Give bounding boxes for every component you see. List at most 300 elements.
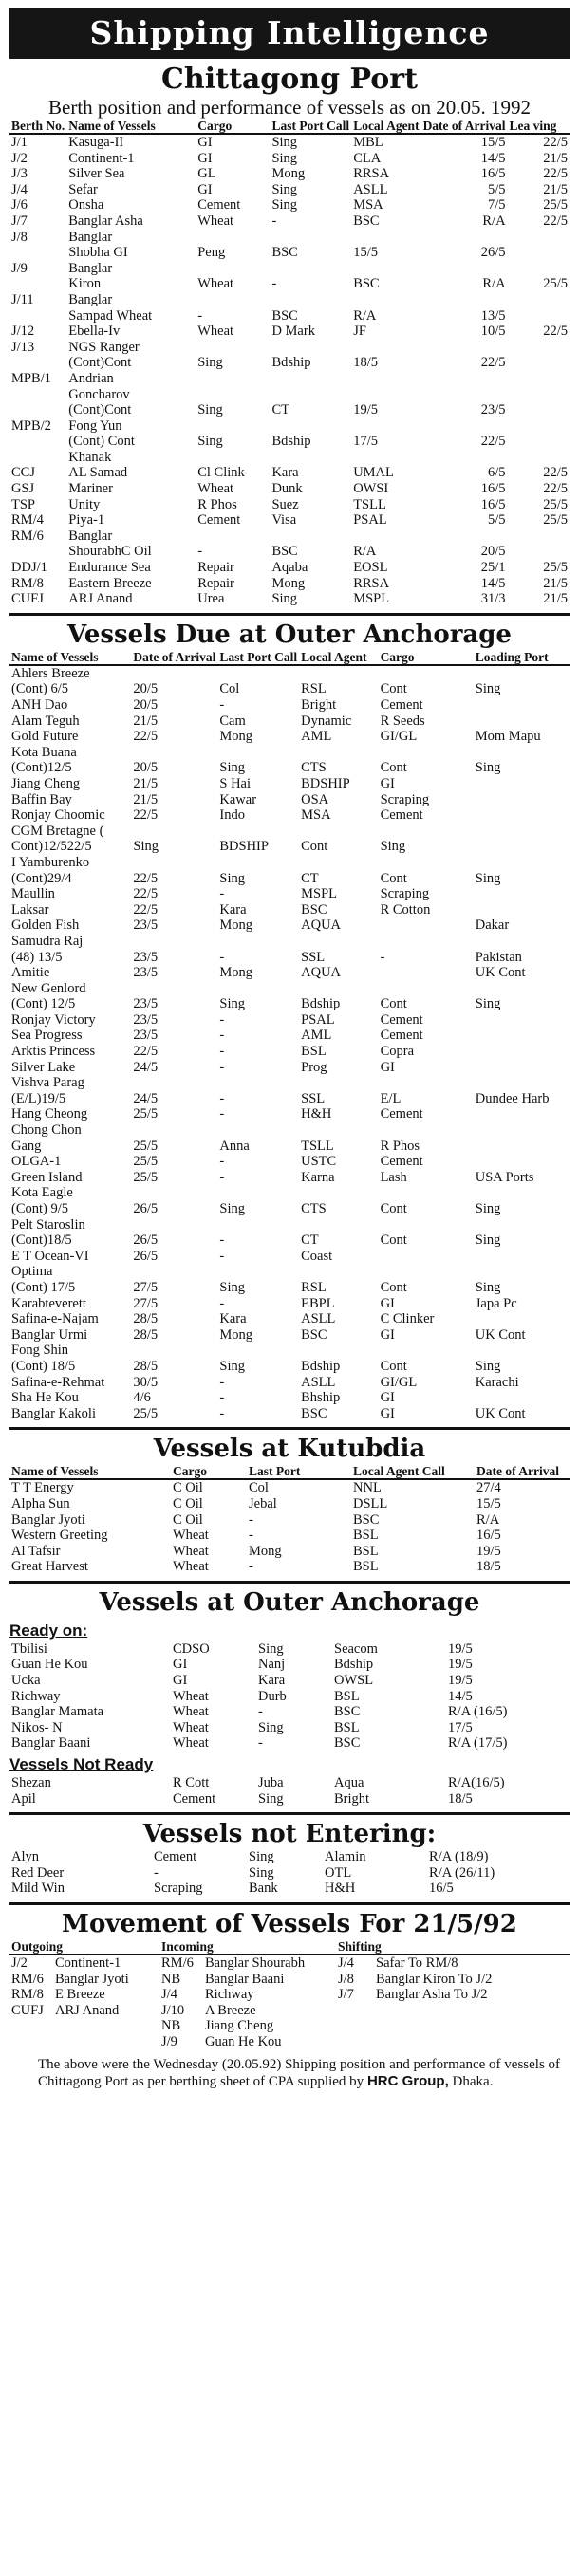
table-cell: Visa bbox=[271, 512, 297, 528]
table-row bbox=[9, 1044, 570, 1060]
table-cell: Dunk bbox=[271, 481, 303, 497]
table-cell: BSC bbox=[301, 1326, 327, 1343]
table-cell: 30/5 bbox=[133, 1374, 159, 1390]
table-cell: Wheat bbox=[173, 1559, 209, 1575]
table-cell: R Phos bbox=[197, 496, 237, 512]
table-cell: Wheat bbox=[197, 213, 234, 229]
table-row bbox=[9, 197, 570, 213]
table-cell: Mong bbox=[219, 965, 253, 981]
table-cell: 24/5 bbox=[133, 1059, 159, 1075]
table-cell: PSAL bbox=[353, 512, 387, 528]
table-cell bbox=[9, 434, 66, 450]
table-cell bbox=[508, 402, 570, 418]
table-cell bbox=[379, 917, 474, 934]
table-cell: (Cont) 12/5 bbox=[11, 996, 76, 1012]
movement-table bbox=[9, 1939, 570, 2050]
column-header: Local Agent Call bbox=[353, 1464, 445, 1479]
table-cell: - bbox=[219, 1390, 225, 1406]
table-cell: R Cotton bbox=[380, 901, 431, 917]
table-row bbox=[9, 213, 570, 230]
table-cell bbox=[217, 1343, 299, 1359]
table-cell bbox=[474, 1060, 570, 1076]
table-row bbox=[9, 371, 570, 387]
column-header: Last Port bbox=[249, 1464, 301, 1479]
table-cell: Mong bbox=[219, 729, 253, 745]
table-cell: Bright bbox=[301, 697, 337, 713]
port-title: Chittagong Port bbox=[161, 63, 418, 96]
ready-table bbox=[9, 1641, 570, 1751]
table-cell: (Cont)Cont bbox=[68, 402, 132, 418]
table-row bbox=[9, 560, 570, 576]
table-cell: 21/5 bbox=[543, 591, 568, 607]
table-cell: R/A bbox=[482, 276, 506, 292]
column-header: Loading Port bbox=[475, 649, 549, 664]
table-row bbox=[9, 665, 570, 682]
table-cell: Amitie bbox=[11, 965, 50, 981]
table-cell: Unity bbox=[68, 496, 101, 512]
table-cell bbox=[9, 355, 66, 371]
table-row bbox=[9, 1201, 570, 1217]
table-row bbox=[9, 824, 570, 840]
table-cell: 23/5 bbox=[133, 996, 159, 1012]
table-cell bbox=[336, 2003, 374, 2019]
table-cell bbox=[379, 1249, 474, 1265]
table-row bbox=[9, 166, 570, 182]
table-cell: 23/5 bbox=[133, 1011, 159, 1028]
table-cell: Repair bbox=[197, 560, 234, 576]
table-cell: 24/5 bbox=[133, 1090, 159, 1106]
table-cell: Pakistan bbox=[475, 949, 522, 965]
table-cell bbox=[374, 2003, 570, 2019]
table-cell: Sing bbox=[249, 1864, 274, 1881]
table-cell bbox=[474, 1154, 570, 1170]
table-cell bbox=[421, 292, 508, 308]
table-cell: 19/5 bbox=[353, 402, 378, 418]
table-row bbox=[9, 1735, 570, 1751]
table-cell: Alyn bbox=[11, 1849, 39, 1865]
table-cell: 5/5 bbox=[488, 512, 506, 528]
table-cell: GI bbox=[380, 1295, 395, 1311]
table-cell: MSPL bbox=[353, 591, 390, 607]
table-row bbox=[9, 1343, 570, 1359]
table-cell: Sing bbox=[475, 996, 501, 1012]
table-cell: Kara bbox=[219, 1311, 247, 1327]
table-cell bbox=[474, 792, 570, 808]
table-cell: Sing bbox=[197, 402, 223, 418]
table-cell: Peng bbox=[197, 245, 226, 261]
table-cell: 25/5 bbox=[543, 197, 568, 213]
table-cell: Mong bbox=[249, 1543, 282, 1559]
table-cell: Scraping bbox=[380, 886, 430, 902]
table-cell: GSJ bbox=[11, 481, 35, 497]
table-cell: Kara bbox=[258, 1673, 286, 1689]
table-cell: Ucka bbox=[11, 1673, 41, 1689]
table-cell: Sing bbox=[258, 1790, 284, 1807]
table-cell: J/1 bbox=[11, 135, 28, 150]
table-row bbox=[9, 1704, 570, 1720]
table-row bbox=[9, 839, 570, 855]
column-header: Outgoing bbox=[11, 1939, 64, 1954]
table-cell: Banglar Urmi bbox=[11, 1326, 88, 1343]
table-cell bbox=[217, 1185, 299, 1201]
table-cell: E Breeze bbox=[55, 1987, 105, 2003]
table-cell: - bbox=[219, 1154, 225, 1170]
table-cell bbox=[131, 981, 217, 997]
table-cell: NNL bbox=[353, 1480, 382, 1496]
column-header: Local Agent bbox=[353, 119, 420, 133]
table-cell bbox=[9, 387, 66, 403]
table-row bbox=[9, 1139, 570, 1155]
table-cell: BSC bbox=[301, 901, 327, 917]
table-cell: Wheat bbox=[197, 481, 234, 497]
table-cell: Cement bbox=[380, 807, 423, 824]
table-cell bbox=[374, 2018, 570, 2034]
table-cell: Sing bbox=[475, 681, 501, 697]
table-cell: 25/5 bbox=[133, 1106, 159, 1122]
table-cell: Copra bbox=[380, 1044, 414, 1060]
table-cell bbox=[474, 1390, 570, 1406]
table-cell: Wheat bbox=[173, 1688, 209, 1704]
table-cell: J/4 bbox=[11, 181, 28, 197]
table-cell: Cement bbox=[380, 1154, 423, 1170]
table-row bbox=[9, 1406, 570, 1422]
table-cell: Ronjay Choomic bbox=[11, 807, 105, 824]
table-row bbox=[9, 697, 570, 713]
table-cell: R Seeds bbox=[380, 713, 425, 729]
table-cell bbox=[131, 855, 217, 871]
table-cell: 25/1 bbox=[480, 560, 506, 576]
table-cell bbox=[508, 371, 570, 387]
table-row bbox=[9, 2018, 570, 2034]
table-cell: Scraping bbox=[154, 1881, 203, 1897]
table-cell bbox=[474, 1106, 570, 1122]
table-cell: Banglar Asha bbox=[68, 213, 143, 229]
table-cell bbox=[379, 1264, 474, 1280]
table-row bbox=[9, 544, 570, 560]
table-cell bbox=[474, 1311, 570, 1327]
table-cell: Fong Shin bbox=[11, 1343, 69, 1359]
due-title: Vessels Due at Outer Anchorage bbox=[9, 613, 570, 650]
table-row bbox=[9, 950, 570, 966]
table-row bbox=[9, 965, 570, 981]
table-cell: 16/5 bbox=[480, 481, 506, 497]
table-cell: Anna bbox=[219, 1138, 250, 1154]
table-cell: - bbox=[219, 1044, 225, 1060]
table-cell: TSP bbox=[11, 496, 35, 512]
table-cell bbox=[474, 713, 570, 730]
table-cell bbox=[379, 934, 474, 950]
not-entering-title: Vessels not Entering: bbox=[9, 1812, 570, 1849]
table-cell: CUFJ bbox=[11, 591, 44, 607]
table-cell: Repair bbox=[197, 575, 234, 591]
table-cell bbox=[196, 292, 270, 308]
table-cell: 15/5 bbox=[353, 245, 378, 261]
table-cell: Red Deer bbox=[11, 1864, 65, 1881]
table-cell bbox=[474, 934, 570, 950]
table-cell: Karachi bbox=[475, 1374, 519, 1390]
table-cell: R/A (16/5) bbox=[448, 1704, 508, 1720]
table-cell: UMAL bbox=[353, 465, 394, 481]
table-cell: 16/5 bbox=[480, 496, 506, 512]
table-cell bbox=[131, 1185, 217, 1201]
table-cell: R/A bbox=[482, 213, 506, 229]
table-cell: AL Samad bbox=[68, 465, 128, 481]
table-cell: - bbox=[154, 1864, 159, 1881]
table-cell: OSA bbox=[301, 791, 329, 807]
table-cell: Pelt Staroslin bbox=[11, 1216, 85, 1232]
table-row bbox=[9, 576, 570, 592]
table-cell: BSC bbox=[334, 1735, 361, 1751]
table-cell: 16/5 bbox=[429, 1881, 454, 1897]
table-row bbox=[9, 713, 570, 730]
table-row bbox=[9, 1122, 570, 1139]
table-cell: J/8 bbox=[338, 1971, 354, 1987]
table-row bbox=[9, 387, 570, 403]
table-cell: Khanak bbox=[68, 449, 112, 465]
table-cell: - bbox=[258, 1704, 263, 1720]
table-cell: - bbox=[219, 949, 225, 965]
table-row bbox=[9, 1375, 570, 1391]
table-cell bbox=[196, 387, 270, 403]
table-cell: EOSL bbox=[353, 560, 388, 576]
table-cell: 22/5 bbox=[480, 434, 506, 450]
table-row bbox=[9, 1154, 570, 1170]
table-cell: Dundee Harb bbox=[475, 1090, 550, 1106]
table-cell: NGS Ranger bbox=[68, 339, 140, 355]
table-cell bbox=[217, 981, 299, 997]
table-cell: 25/5 bbox=[133, 1169, 159, 1185]
table-cell: CGM Bretagne ( bbox=[11, 823, 104, 839]
table-cell: J/10 bbox=[161, 2002, 185, 2018]
table-cell: A Breeze bbox=[205, 2002, 256, 2018]
table-cell: Sing bbox=[197, 434, 223, 450]
table-row bbox=[9, 1170, 570, 1186]
table-cell: Cl Clink bbox=[197, 465, 245, 481]
table-cell bbox=[131, 665, 217, 682]
table-cell bbox=[508, 292, 570, 308]
column-header: Shifting bbox=[338, 1939, 382, 1954]
table-cell: OWSL bbox=[334, 1673, 374, 1689]
column-header: Date of Arrival bbox=[133, 649, 216, 664]
table-cell: Apil bbox=[11, 1790, 36, 1807]
table-cell: (Cont)18/5 bbox=[11, 1232, 72, 1249]
table-cell bbox=[474, 776, 570, 792]
table-cell: NB bbox=[161, 2018, 181, 2034]
table-cell: (Cont) Cont bbox=[68, 434, 135, 450]
kutubdia-title: Vessels at Kutubdia bbox=[9, 1427, 570, 1464]
table-cell bbox=[217, 855, 299, 871]
table-cell: Shobha GI bbox=[68, 245, 128, 261]
table-cell: Jebal bbox=[249, 1495, 277, 1511]
not-entering-body bbox=[9, 1849, 570, 1897]
column-header: Local Agent bbox=[301, 649, 367, 664]
due-table bbox=[9, 650, 570, 1422]
table-cell bbox=[421, 387, 508, 403]
table-cell: Mong bbox=[271, 575, 306, 591]
table-cell bbox=[474, 1012, 570, 1029]
table-row bbox=[9, 340, 570, 356]
table-row bbox=[9, 528, 570, 545]
table-cell: Sing bbox=[258, 1719, 284, 1735]
table-cell bbox=[217, 934, 299, 950]
table-row bbox=[9, 512, 570, 528]
table-cell: 4/6 bbox=[133, 1390, 151, 1406]
table-cell: ANH Dao bbox=[11, 697, 68, 713]
table-row bbox=[9, 1185, 570, 1201]
table-cell: Nanj bbox=[258, 1657, 286, 1673]
table-cell: Banglar Kiron To J/2 bbox=[376, 1971, 493, 1987]
table-cell: Continent-1 bbox=[55, 1955, 121, 1971]
table-cell: NB bbox=[161, 1971, 181, 1987]
table-cell bbox=[351, 528, 420, 545]
table-cell: USA Ports bbox=[475, 1169, 534, 1185]
table-cell: 13/5 bbox=[480, 307, 506, 324]
table-cell: Sing bbox=[197, 355, 223, 371]
table-cell: R/A (26/11) bbox=[429, 1864, 495, 1881]
table-cell: Sing bbox=[380, 839, 406, 855]
table-cell: BSC bbox=[353, 1511, 380, 1528]
table-cell: Suez bbox=[271, 496, 299, 512]
table-cell: Cam bbox=[219, 713, 246, 729]
table-cell: D Mark bbox=[271, 324, 315, 340]
table-cell: Banglar Mamata bbox=[11, 1704, 104, 1720]
table-cell: Indo bbox=[219, 807, 245, 824]
table-cell: J/7 bbox=[338, 1987, 354, 2003]
table-cell bbox=[474, 981, 570, 997]
table-cell: GI bbox=[197, 150, 213, 166]
table-cell: Sing bbox=[258, 1640, 284, 1657]
table-cell bbox=[270, 387, 351, 403]
table-cell: UK Cont bbox=[475, 1326, 526, 1343]
table-cell: J/13 bbox=[11, 339, 35, 355]
table-cell: - bbox=[258, 1735, 263, 1751]
table-cell bbox=[196, 261, 270, 277]
table-cell bbox=[474, 1217, 570, 1233]
table-cell: RM/8 bbox=[11, 575, 44, 591]
table-cell: Sing bbox=[219, 1358, 245, 1374]
table-cell bbox=[508, 544, 570, 560]
table-cell: 28/5 bbox=[133, 1326, 159, 1343]
table-cell: ShourabhC Oil bbox=[68, 544, 152, 560]
table-cell bbox=[53, 2034, 159, 2050]
table-cell: Sing bbox=[133, 839, 159, 855]
table-cell bbox=[508, 528, 570, 545]
table-cell: GI/GL bbox=[380, 729, 418, 745]
table-cell bbox=[421, 450, 508, 466]
table-cell: Banglar Asha To J/2 bbox=[376, 1987, 488, 2003]
table-row bbox=[9, 1559, 570, 1575]
table-row bbox=[9, 355, 570, 371]
movement-body bbox=[9, 1955, 570, 2050]
table-cell bbox=[474, 839, 570, 855]
table-cell: BSL bbox=[353, 1528, 379, 1544]
table-cell: Safina-e-Rehmat bbox=[11, 1374, 105, 1390]
table-cell: BSC bbox=[271, 544, 298, 560]
table-row bbox=[9, 776, 570, 792]
table-cell: - bbox=[219, 1169, 225, 1185]
table-row bbox=[9, 261, 570, 277]
table-cell: 19/5 bbox=[476, 1543, 501, 1559]
table-row bbox=[9, 1264, 570, 1280]
table-cell bbox=[270, 450, 351, 466]
table-cell: 22/5 bbox=[480, 355, 506, 371]
column-header: Cargo bbox=[173, 1464, 207, 1479]
table-cell: Sing bbox=[219, 1279, 245, 1295]
table-row bbox=[9, 1280, 570, 1296]
table-cell: RRSA bbox=[353, 166, 390, 182]
table-cell bbox=[508, 434, 570, 450]
table-cell: GI bbox=[197, 181, 213, 197]
table-row bbox=[9, 1091, 570, 1107]
table-cell bbox=[474, 1122, 570, 1139]
table-cell: UK Cont bbox=[475, 1405, 526, 1421]
table-cell: AQUA bbox=[301, 917, 342, 934]
table-cell: 23/5 bbox=[133, 949, 159, 965]
table-cell: J/2 bbox=[11, 1955, 28, 1971]
table-row bbox=[9, 481, 570, 497]
table-cell bbox=[196, 230, 270, 246]
table-row bbox=[9, 1512, 570, 1529]
table-row bbox=[9, 402, 570, 418]
table-cell bbox=[351, 450, 420, 466]
table-cell: R/A (18/9) bbox=[429, 1849, 489, 1865]
table-cell: 17/5 bbox=[353, 434, 378, 450]
table-cell: Sing bbox=[475, 760, 501, 776]
table-row bbox=[9, 1528, 570, 1544]
table-cell: GI bbox=[380, 1390, 395, 1406]
table-row bbox=[9, 1689, 570, 1705]
table-cell: Goncharov bbox=[68, 386, 130, 402]
table-row bbox=[9, 1987, 570, 2003]
table-cell: GL bbox=[197, 166, 216, 182]
table-cell: Fong Yun bbox=[68, 417, 122, 434]
table-cell: RM/4 bbox=[11, 512, 44, 528]
table-cell bbox=[270, 528, 351, 545]
table-cell: J/12 bbox=[11, 324, 35, 340]
table-row bbox=[9, 276, 570, 292]
table-cell bbox=[270, 418, 351, 435]
table-row bbox=[9, 1775, 570, 1791]
ready-body bbox=[9, 1641, 570, 1751]
table-cell: R/A bbox=[353, 544, 377, 560]
table-cell bbox=[508, 261, 570, 277]
table-cell: Kiron bbox=[68, 276, 102, 292]
table-cell: Sing bbox=[271, 181, 298, 197]
table-cell: Cont bbox=[380, 1279, 407, 1295]
column-header: Incoming bbox=[161, 1939, 214, 1954]
table-cell: 18/5 bbox=[448, 1790, 473, 1807]
table-cell: BDSHIP bbox=[301, 775, 350, 791]
table-cell bbox=[351, 292, 420, 308]
table-cell: GI/GL bbox=[380, 1374, 418, 1390]
footnote-end: Dhaka. bbox=[452, 2073, 494, 2089]
table-row bbox=[9, 792, 570, 808]
table-cell: Continent-1 bbox=[68, 150, 135, 166]
table-cell: Cont bbox=[301, 839, 328, 855]
table-row bbox=[9, 230, 570, 246]
table-cell: Sha He Kou bbox=[11, 1390, 79, 1406]
table-cell bbox=[299, 934, 378, 950]
table-cell: AML bbox=[301, 1028, 332, 1044]
table-cell: Cont bbox=[380, 870, 407, 886]
table-cell bbox=[474, 902, 570, 918]
table-cell bbox=[131, 1217, 217, 1233]
table-cell: Safina-e-Najam bbox=[11, 1311, 99, 1327]
table-cell bbox=[379, 745, 474, 761]
table-cell: E T Ocean-VI bbox=[11, 1248, 89, 1264]
table-cell: PSAL bbox=[301, 1011, 335, 1028]
table-cell: J/3 bbox=[11, 166, 28, 182]
